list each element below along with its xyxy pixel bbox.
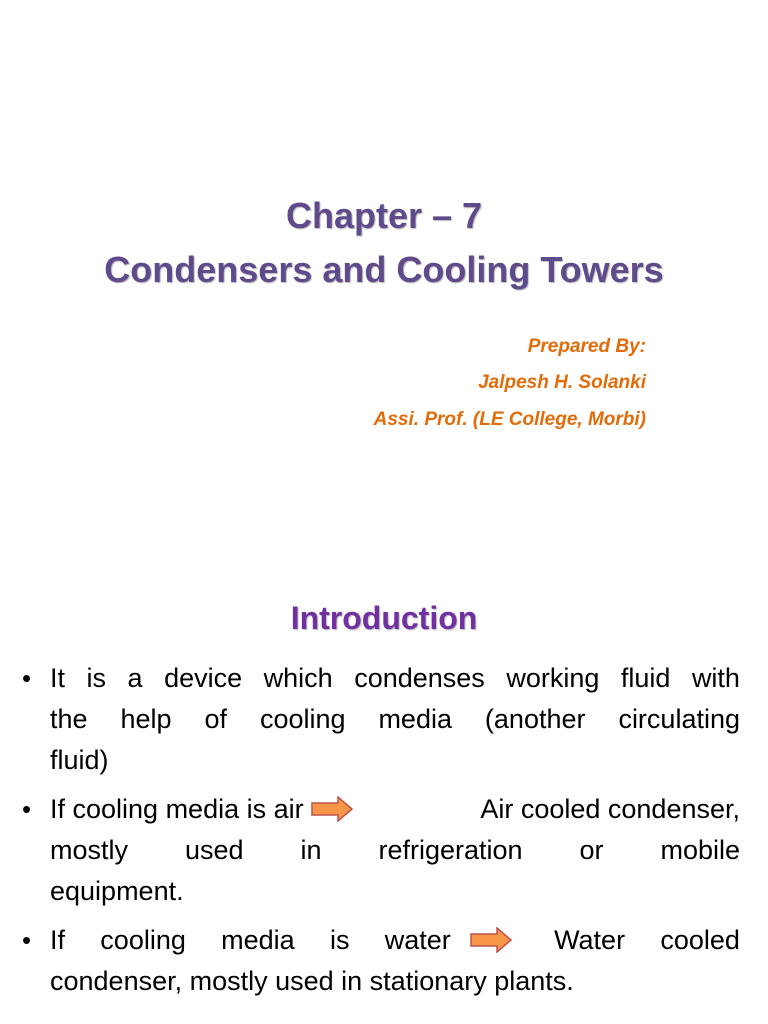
word: of	[204, 704, 227, 734]
word: circulating	[618, 704, 740, 734]
word: which	[263, 663, 333, 693]
word: If	[50, 925, 66, 955]
bullet-3-line-2: condenser, mostly used in stationary plants.	[50, 966, 574, 996]
word: media	[221, 925, 295, 955]
word: device	[164, 663, 243, 693]
word: mobile	[660, 835, 740, 865]
word: water	[384, 925, 451, 955]
author-position: Assi. Prof. (LE College, Morbi)	[373, 409, 646, 430]
word: used	[184, 835, 244, 865]
bullet-3-segment	[385, 920, 519, 960]
word: help	[120, 704, 172, 734]
word: cooling	[100, 925, 186, 955]
introduction-slide	[0, 512, 768, 1024]
bullet-3-line-1	[50, 920, 740, 960]
word: in	[300, 835, 322, 865]
word: (another	[484, 704, 586, 734]
chapter-subtitle: Condensers and Cooling Towers	[104, 249, 664, 290]
word: media	[378, 704, 452, 734]
word: It	[50, 663, 66, 693]
prepared-by-label: Prepared By:	[527, 336, 646, 357]
bullet-marker: •	[22, 925, 32, 955]
bullet-1-line-1	[50, 658, 740, 698]
chapter-title: Chapter – 7	[285, 195, 483, 236]
bullet-2-line-1	[50, 789, 740, 829]
bullet-1-line-2	[50, 699, 740, 739]
word: refrigeration	[378, 835, 523, 865]
bullet-2-segment	[50, 789, 360, 829]
text: If cooling media is air	[50, 794, 304, 824]
word: fluid	[620, 663, 671, 693]
author-name: Jalpesh H. Solanki	[478, 372, 646, 393]
introduction-title: Introduction	[290, 600, 478, 636]
word: cooling	[259, 704, 346, 734]
word: working	[506, 663, 600, 693]
word: the	[50, 704, 88, 734]
bullet-1-line-3: fluid)	[50, 745, 109, 775]
word: Water	[554, 925, 626, 955]
word: mostly	[50, 835, 129, 865]
word: or	[579, 835, 604, 865]
word: a	[127, 663, 143, 693]
word: is	[329, 925, 350, 955]
word: is	[86, 663, 107, 693]
word: with	[691, 663, 740, 693]
word: condenses	[354, 663, 485, 693]
word: cooled	[660, 925, 740, 955]
right-arrow-icon	[469, 927, 513, 953]
bullet-marker: •	[22, 794, 32, 824]
bullet-2-line-3: equipment.	[50, 876, 184, 906]
bullet-marker: •	[22, 663, 32, 693]
bullet-2-line-2	[50, 830, 740, 870]
right-arrow-icon	[310, 796, 354, 822]
text: Air cooled condenser,	[480, 794, 740, 824]
